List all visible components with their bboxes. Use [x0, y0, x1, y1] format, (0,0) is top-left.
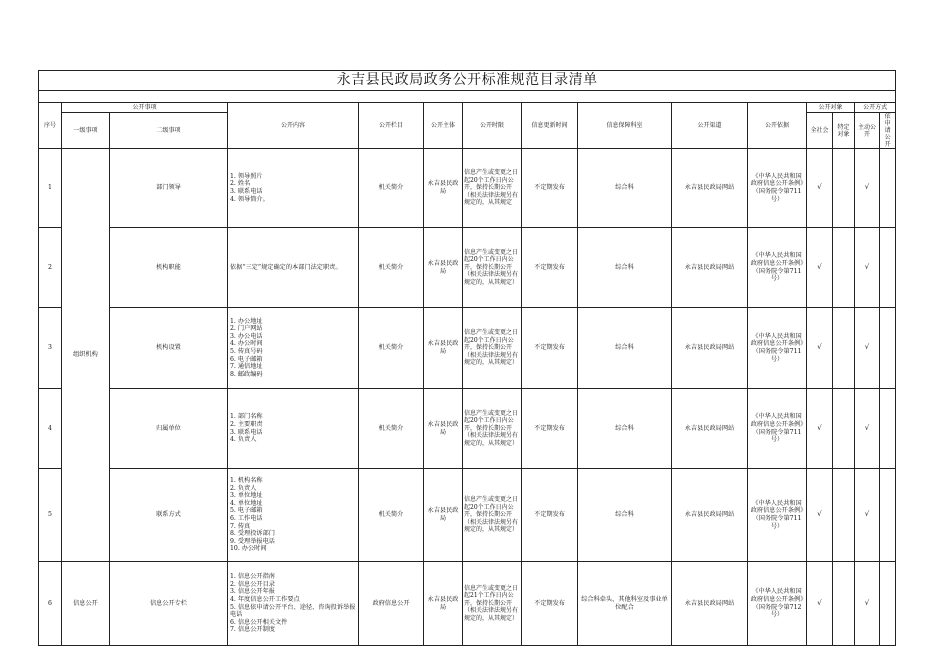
row-column: 机关简介: [359, 389, 424, 469]
row-method-active: √: [855, 562, 880, 646]
table-row: [39, 228, 896, 308]
row-time-limit: 信息产生或变更之日起20个工作日内公开，保持长期公开（相关法律法规另有规定的，从其规定）: [463, 389, 522, 469]
row-basis: 《中华人民共和国政府信息公开条例》（国务院令第711号）: [748, 149, 807, 228]
content-line: 1. 部门名称: [230, 413, 263, 421]
header-subject: 公开主体: [424, 103, 463, 149]
row-content: [228, 389, 359, 469]
content-line: 7. 信息公开制度: [230, 626, 275, 634]
content-line: 2. 负责人: [230, 484, 257, 492]
row-target-all: √: [807, 562, 833, 646]
row-time-limit: 信息产生或变更之日起20个工作日内公开，保持长期公开（相关法律法规另有规定的，从其规定）: [463, 469, 522, 562]
row-dept: 综合科: [578, 228, 672, 308]
blank-row: [39, 91, 896, 103]
row-method-active: √: [855, 469, 880, 562]
page-title: 永吉县民政局政务公开标准规范目录清单: [39, 71, 896, 91]
row-target-all: √: [807, 389, 833, 469]
content-line: 6. 电子邮箱: [230, 355, 263, 363]
row-subject: 永吉县民政局: [424, 389, 463, 469]
row-update-time: 不定期发布: [522, 308, 578, 389]
row-level2: 信息公开专栏: [110, 562, 228, 646]
header-column: 公开栏目: [359, 103, 424, 149]
content-line: 9. 受理举报电话: [230, 537, 275, 545]
header-target-specific: 特定对象: [833, 113, 855, 149]
content-line: 4. 年度信息公开工作要点: [230, 595, 300, 603]
row-seq: 3: [39, 308, 62, 389]
row-update-time: 不定期发布: [522, 389, 578, 469]
row-seq: 1: [39, 149, 62, 228]
row-channel: 永吉县民政局网站: [672, 469, 748, 562]
content-line: 依据“三定”规定确定的本部门法定职责。: [230, 263, 342, 271]
row-method-apply: [880, 149, 896, 228]
row-level2: 联系方式: [110, 469, 228, 562]
header-channel: 公开渠道: [672, 103, 748, 149]
header-method: 公开方式: [855, 103, 896, 113]
row-method-active: √: [855, 308, 880, 389]
content-line: 6. 信息公开相关文件: [230, 618, 288, 626]
header-method-active: 主动公开: [855, 113, 880, 149]
catalog-table: [38, 70, 896, 646]
header-level1: 一级事项: [62, 113, 110, 149]
row-seq: 2: [39, 228, 62, 308]
row-level2: 机构职能: [110, 228, 228, 308]
content-line: 2. 门户网站: [230, 325, 263, 333]
row-level2: 归属单位: [110, 389, 228, 469]
row-target-specific: [833, 389, 855, 469]
header-target: 公开对象: [807, 103, 855, 113]
table-row: [39, 149, 896, 228]
row-basis: 《中华人民共和国政府信息公开条例》（国务院令第711号）: [748, 308, 807, 389]
row-basis: 《中华人民共和国政府信息公开条例》（国务院令第711号）: [748, 389, 807, 469]
row-content: [228, 149, 359, 228]
content-line: 2. 主要职责: [230, 420, 263, 428]
content-line: 5. 信息依申请公开平台、途径、咨询投诉举报电话: [230, 603, 356, 619]
content-line: 5. 传真号码: [230, 348, 263, 355]
row-target-specific: [833, 228, 855, 308]
content-line: 2. 信息公开目录: [230, 580, 275, 588]
row-basis: 《中华人民共和国政府信息公开条例》（国务院令第711号）: [748, 469, 807, 562]
content-line: 4. 领导简介。: [230, 195, 269, 203]
header-seq: 序号: [39, 103, 62, 149]
header-level2: 二级事项: [110, 113, 228, 149]
row-method-active: √: [855, 228, 880, 308]
row-method-apply: [880, 562, 896, 646]
row-method-apply: [880, 469, 896, 562]
row-column: 机关简介: [359, 469, 424, 562]
content-line: 6. 工作电话: [230, 515, 263, 522]
row-update-time: 不定期发布: [522, 469, 578, 562]
row-channel: 永吉县民政局网站: [672, 149, 748, 228]
row-content: [228, 562, 359, 646]
row-level1-group: 组织机构: [62, 149, 110, 562]
row-column: 政府信息公开: [359, 562, 424, 646]
row-content: [228, 469, 359, 562]
content-line: 1. 领导照片: [230, 172, 263, 180]
row-subject: 永吉县民政局: [424, 562, 463, 646]
row-seq: 6: [39, 562, 62, 646]
content-line: 3. 联系电话: [230, 188, 263, 195]
row-dept: 综合科: [578, 469, 672, 562]
content-line: 3. 办公电话: [230, 332, 263, 340]
content-line: 1. 办公地址: [230, 317, 263, 325]
content-line: 1. 机构名称: [230, 477, 263, 485]
row-channel: 永吉县民政局网站: [672, 562, 748, 646]
row-column: 机关简介: [359, 308, 424, 389]
row-level1: 信息公开: [62, 562, 110, 646]
header-dept: 信息保障科室: [578, 103, 672, 149]
content-line: 3. 信息公开年报: [230, 588, 275, 596]
content-line: 1. 信息公开指南: [230, 573, 275, 581]
row-subject: 永吉县民政局: [424, 228, 463, 308]
row-time-limit: 信息产生或变更之日起20个工作日内公开，保持长期公开（相关法律法规另有规定的，从其规定: [463, 149, 522, 228]
row-content: [228, 228, 359, 308]
row-level2: 机构设置: [110, 308, 228, 389]
row-target-all: √: [807, 308, 833, 389]
row-target-all: √: [807, 228, 833, 308]
catalog-sheet: [38, 70, 895, 646]
row-dept: 综合科牵头，其他科室及事业单位配合: [578, 562, 672, 646]
row-dept: 综合科: [578, 389, 672, 469]
row-method-apply: [880, 228, 896, 308]
table-row: [39, 308, 896, 389]
header-items: 公开事项: [62, 103, 228, 113]
row-time-limit: 信息产生或变更之日起21个工作日内公开，保持长期公开（相关法律法规另有规定的，从其规定）: [463, 562, 522, 646]
row-update-time: 不定期发布: [522, 228, 578, 308]
content-line: 10. 办公时间: [230, 545, 267, 553]
row-method-active: √: [855, 149, 880, 228]
header-time-limit: 公开时限: [463, 103, 522, 149]
row-column: 机关简介: [359, 149, 424, 228]
content-line: 2. 姓名: [230, 180, 251, 188]
row-seq: 4: [39, 389, 62, 469]
row-target-specific: [833, 149, 855, 228]
table-row: [39, 389, 896, 469]
content-line: 7. 传真: [230, 522, 251, 530]
row-update-time: 不定期发布: [522, 149, 578, 228]
row-time-limit: 信息产生或变更之日起20个工作日内公开，保持长期公开（相关法律法规另有规定的，从其规定）: [463, 308, 522, 389]
content-line: 8. 邮政编码: [230, 370, 263, 378]
row-subject: 永吉县民政局: [424, 469, 463, 562]
row-channel: 永吉县民政局网站: [672, 389, 748, 469]
content-line: 3. 单位地址: [230, 492, 263, 500]
row-target-specific: [833, 562, 855, 646]
row-subject: 永吉县民政局: [424, 149, 463, 228]
row-basis: 《中华人民共和国政府信息公开条例》（国务院令第711号）: [748, 228, 807, 308]
header-method-apply: 依申请公开: [880, 113, 896, 149]
content-line: 7. 通信地址: [230, 363, 263, 371]
content-line: 3. 联系电话: [230, 428, 263, 436]
row-subject: 永吉县民政局: [424, 308, 463, 389]
row-target-specific: [833, 308, 855, 389]
row-seq: 5: [39, 469, 62, 562]
row-basis: 《中华人民共和国政府信息公开条例》（国务院令第712号）: [748, 562, 807, 646]
header-content: 公开内容: [228, 103, 359, 149]
header-update-time: 信息更新时间: [522, 103, 578, 149]
content-line: 4. 单位地址: [230, 499, 263, 507]
row-level2: 部门领导: [110, 149, 228, 228]
header-target-all: 全社会: [807, 113, 833, 149]
row-update-time: 不定期发布: [522, 562, 578, 646]
table-row: [39, 562, 896, 646]
row-column: 机关简介: [359, 228, 424, 308]
row-method-active: √: [855, 389, 880, 469]
content-line: 4. 负责人: [230, 436, 257, 444]
row-target-all: √: [807, 469, 833, 562]
header-basis: 公开依据: [748, 103, 807, 149]
row-content: [228, 308, 359, 389]
row-method-apply: [880, 389, 896, 469]
row-target-all: √: [807, 149, 833, 228]
row-channel: 永吉县民政局网站: [672, 308, 748, 389]
row-dept: 综合科: [578, 308, 672, 389]
content-line: 8. 受理投诉部门: [230, 530, 275, 538]
row-target-specific: [833, 469, 855, 562]
row-method-apply: [880, 308, 896, 389]
row-channel: 永吉县民政局网站: [672, 228, 748, 308]
row-dept: 综合科: [578, 149, 672, 228]
row-time-limit: 信息产生或变更之日起20个工作日内公开，保持长期公开（相关法律法规另有规定的，从其规定）: [463, 228, 522, 308]
content-line: 5. 电子邮箱: [230, 507, 263, 515]
content-line: 4. 办公时间: [230, 340, 263, 348]
table-row: [39, 469, 896, 562]
